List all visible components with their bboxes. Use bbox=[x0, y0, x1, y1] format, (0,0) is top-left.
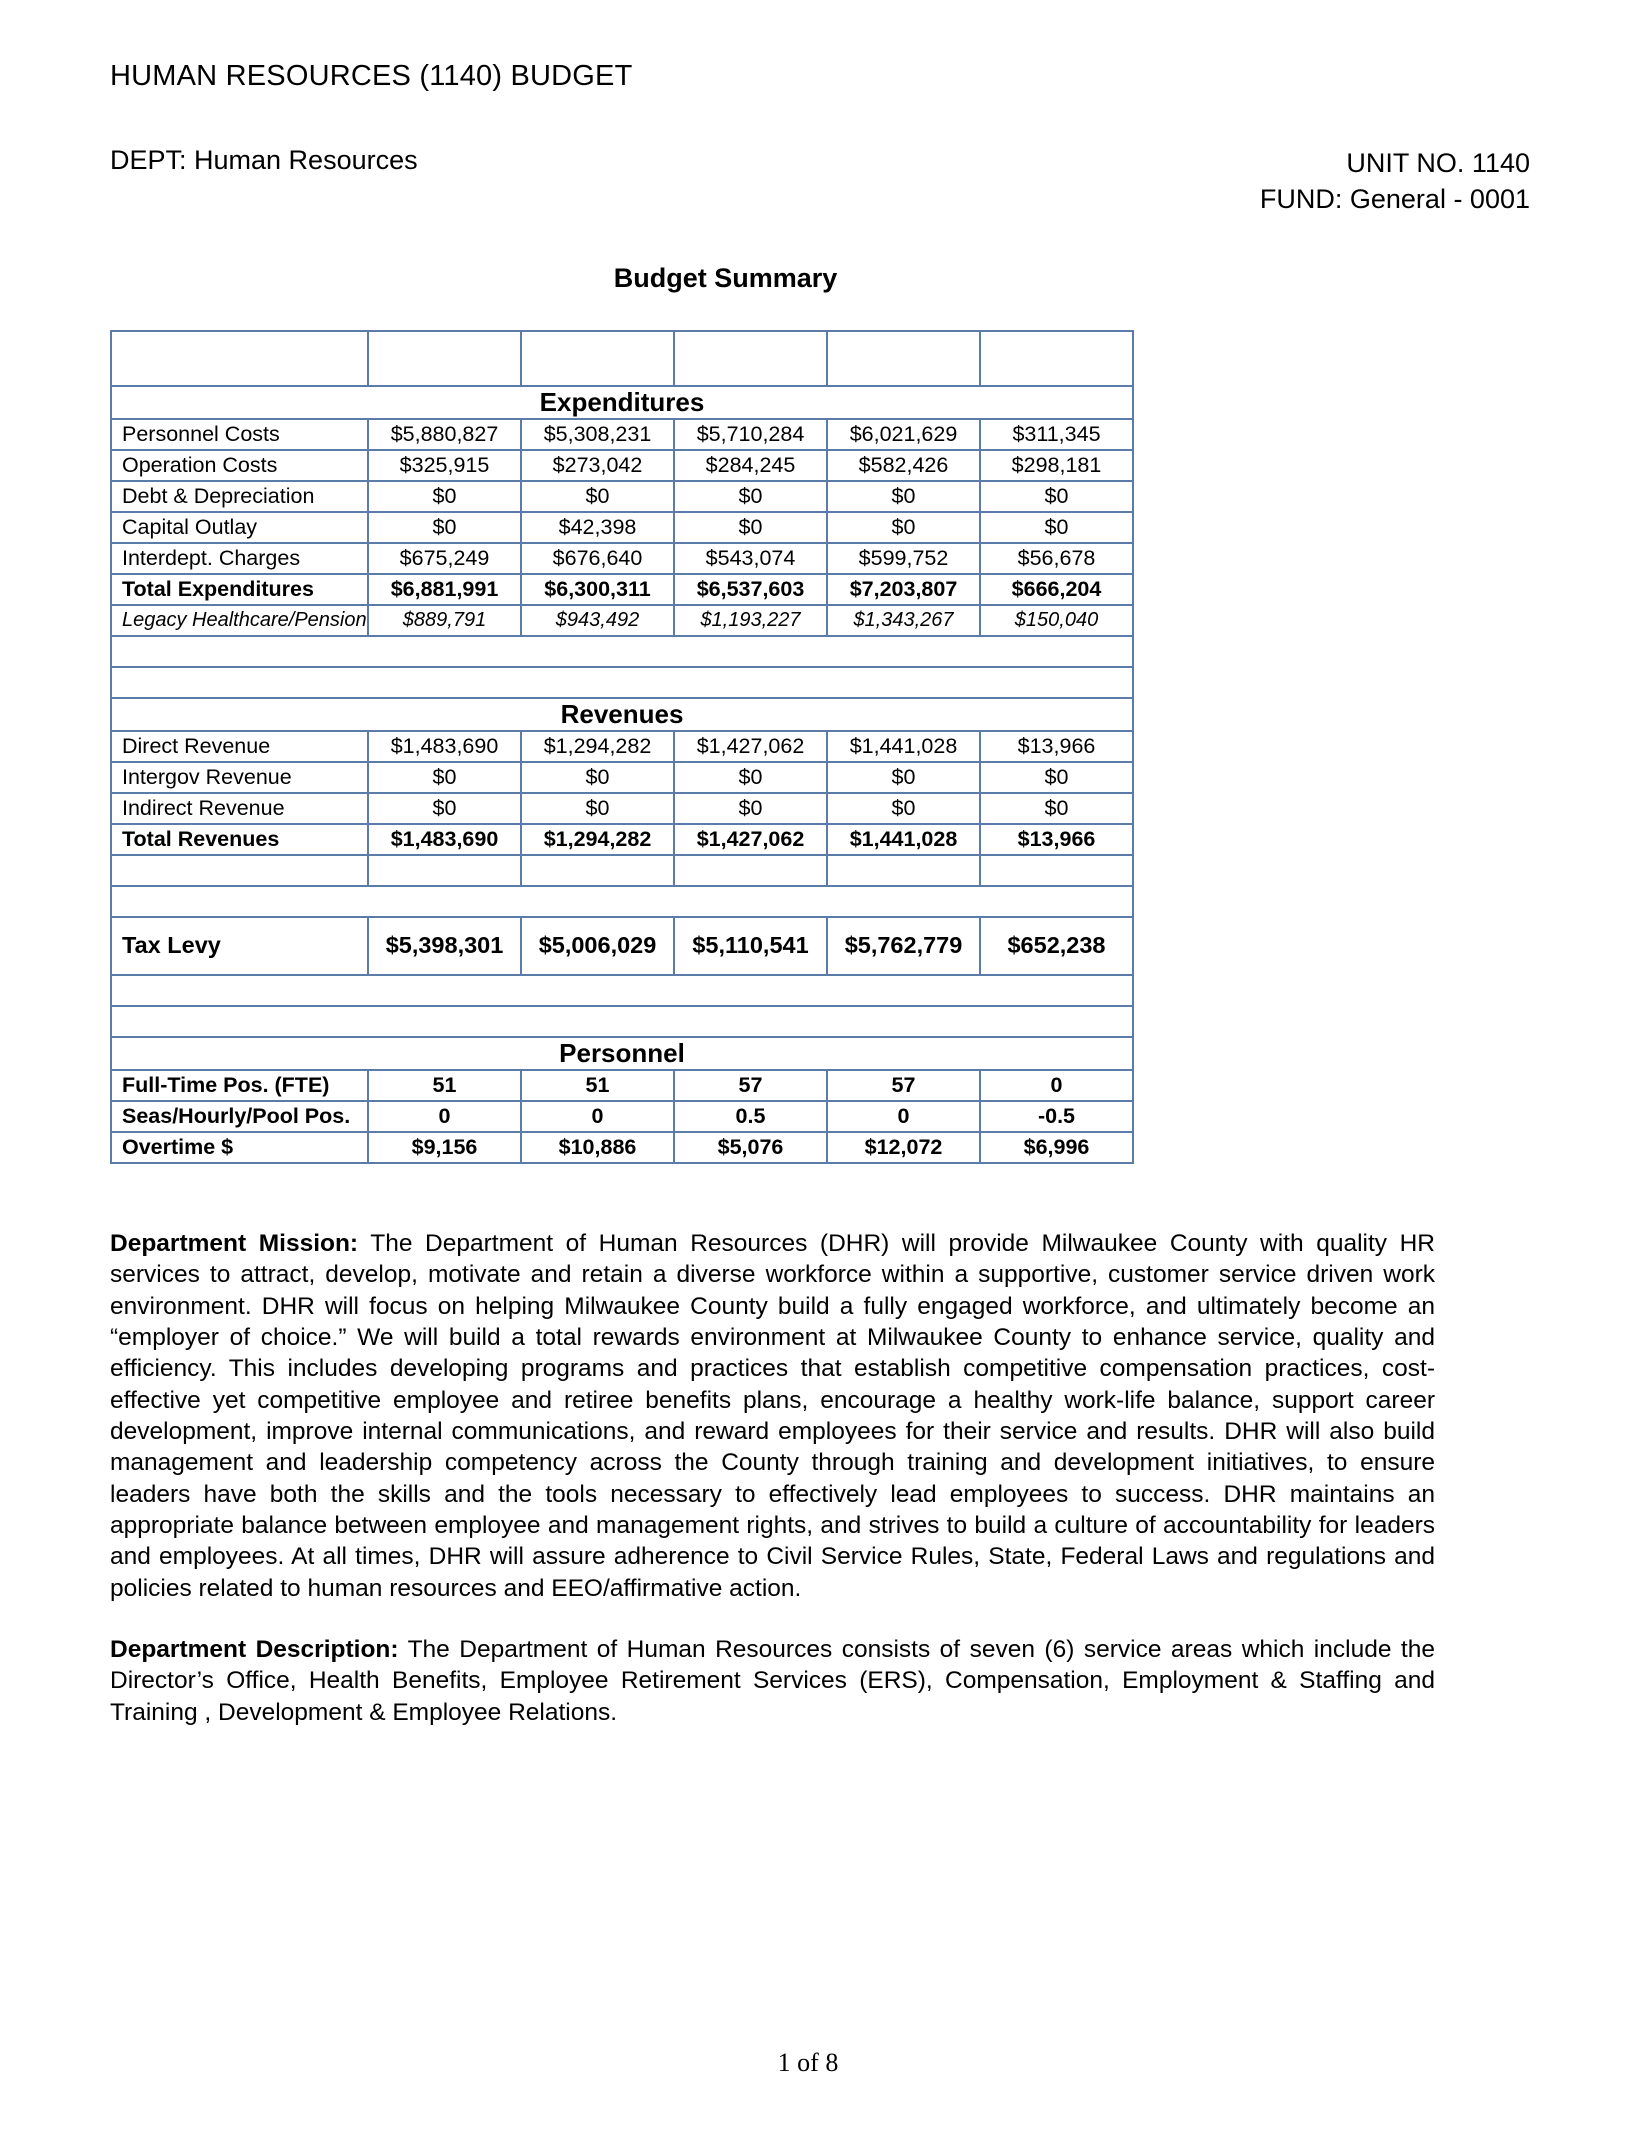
section-header-expenditures bbox=[111, 386, 1133, 419]
row-value: $42,398 bbox=[521, 512, 674, 543]
row-value: $0 bbox=[674, 481, 827, 512]
department-description-paragraph bbox=[110, 1634, 1435, 1728]
row-value: $0 bbox=[827, 481, 980, 512]
row-value: $0 bbox=[980, 512, 1133, 543]
row-label: Total Expenditures bbox=[111, 574, 368, 605]
row-label: Intergov Revenue bbox=[111, 762, 368, 793]
row-label: Seas/Hourly/Pool Pos. bbox=[111, 1101, 368, 1132]
row-value: $5,398,301 bbox=[368, 917, 521, 975]
row-value: $0 bbox=[368, 512, 521, 543]
section-divider-band bbox=[111, 975, 1133, 1006]
row-value: $9,156 bbox=[368, 1132, 521, 1163]
row-value: $1,441,028 bbox=[827, 824, 980, 855]
section-divider-band bbox=[111, 855, 1133, 886]
unit-fund-block bbox=[1260, 145, 1536, 217]
row-value: $0 bbox=[368, 762, 521, 793]
row-value: $0 bbox=[521, 481, 674, 512]
row-value: $12,072 bbox=[827, 1132, 980, 1163]
row-value: $13,966 bbox=[980, 731, 1133, 762]
row-value: $6,996 bbox=[980, 1132, 1133, 1163]
row-value: $0 bbox=[980, 762, 1133, 793]
row-value: $0 bbox=[674, 512, 827, 543]
column-header-variance bbox=[980, 331, 1133, 385]
column-header-2013-actual: 2013 Actual bbox=[521, 331, 674, 385]
department-mission-paragraph bbox=[110, 1228, 1435, 1604]
variance-line-2: Variance bbox=[1014, 359, 1099, 384]
row-value: $6,021,629 bbox=[827, 419, 980, 450]
row-value: $0 bbox=[827, 762, 980, 793]
row-value: $1,441,028 bbox=[827, 731, 980, 762]
row-value: 0.5 bbox=[674, 1101, 827, 1132]
section-title: Personnel bbox=[111, 1037, 1133, 1070]
row-value: $0 bbox=[521, 762, 674, 793]
row-value: $5,762,779 bbox=[827, 917, 980, 975]
row-value: $284,245 bbox=[674, 450, 827, 481]
column-header-2013-budget: 2013 Budget bbox=[368, 331, 521, 385]
department-label: DEPT: Human Resources bbox=[110, 145, 418, 175]
row-value: $10,886 bbox=[521, 1132, 674, 1163]
table-header-row bbox=[111, 331, 1133, 385]
row-value: $1,427,062 bbox=[674, 824, 827, 855]
row-value: 57 bbox=[827, 1070, 980, 1101]
row-value: $1,294,282 bbox=[521, 731, 674, 762]
row-value: 0 bbox=[980, 1070, 1133, 1101]
body-content bbox=[110, 1228, 1435, 1728]
row-value: 51 bbox=[521, 1070, 674, 1101]
row-value: $652,238 bbox=[980, 917, 1133, 975]
row-value: $311,345 bbox=[980, 419, 1133, 450]
row-value: $0 bbox=[674, 793, 827, 824]
column-header-2015-budget: 2015 Budget bbox=[827, 331, 980, 385]
table-row bbox=[111, 419, 1133, 450]
table-row-legacy bbox=[111, 605, 1133, 636]
row-value: $325,915 bbox=[368, 450, 521, 481]
row-value: $5,710,284 bbox=[674, 419, 827, 450]
row-label: Full-Time Pos. (FTE) bbox=[111, 1070, 368, 1101]
row-value: $889,791 bbox=[368, 605, 521, 636]
row-value: $5,308,231 bbox=[521, 419, 674, 450]
row-label: Debt & Depreciation bbox=[111, 481, 368, 512]
row-value: $6,537,603 bbox=[674, 574, 827, 605]
row-spacer bbox=[111, 1006, 1133, 1037]
variance-line-1: 2015/2014 bbox=[1005, 333, 1108, 358]
row-value: $298,181 bbox=[980, 450, 1133, 481]
table-row-total bbox=[111, 574, 1133, 605]
row-value: $6,881,991 bbox=[368, 574, 521, 605]
row-value: $273,042 bbox=[521, 450, 674, 481]
row-value: $0 bbox=[368, 793, 521, 824]
row-value: 51 bbox=[368, 1070, 521, 1101]
row-label: Legacy Healthcare/Pension bbox=[111, 605, 368, 636]
department-description-text: The Department of Human Resources consists of seven (6) service areas which include the Director’s Office, Health Benefits, Employee Retirement Services (ERS), Compensation, Employment & Staffing and Training , Development & Employee Relations. bbox=[110, 1636, 1435, 1726]
table-row bbox=[111, 1070, 1133, 1101]
row-label: Operation Costs bbox=[111, 450, 368, 481]
row-value: $0 bbox=[827, 793, 980, 824]
row-value: 57 bbox=[674, 1070, 827, 1101]
row-value: $943,492 bbox=[521, 605, 674, 636]
row-label: Tax Levy bbox=[111, 917, 368, 975]
section-divider-band bbox=[111, 636, 1133, 667]
row-value: $666,204 bbox=[980, 574, 1133, 605]
row-value: $5,110,541 bbox=[674, 917, 827, 975]
row-value: 0 bbox=[827, 1101, 980, 1132]
row-value: $150,040 bbox=[980, 605, 1133, 636]
row-value: $0 bbox=[980, 793, 1133, 824]
row-value: $1,193,227 bbox=[674, 605, 827, 636]
row-value: $0 bbox=[674, 762, 827, 793]
row-value: $582,426 bbox=[827, 450, 980, 481]
page-title: HUMAN RESOURCES (1140) BUDGET bbox=[110, 60, 633, 92]
fund-number: FUND: General - 0001 bbox=[1259, 184, 1530, 215]
department-mission-text: The Department of Human Resources (DHR) will provide Milwaukee County with quality HR services to attract, develop, motivate and retain a diverse workforce within a supportive, customer service driven work environment. DHR will focus on helping Milwaukee County build a fully engaged workforce, and ultimately become an “employer of choice.” We will build a total rewards environment at Milwaukee County to enhance service, quality and efficiency. This includes developing programs and practices that establish competitive compensation practices, cost-effective yet competitive employee and retiree benefits plans, encourage a healthy work-life balance, support career development, improve internal communications, and reward employees for their service and results. DHR will also build management and leadership competency across the County through training and development initiatives, to ensure leaders have both the skills and the tools necessary to effectively lead employees to success. DHR maintains an appropriate balance between employee and management rights, and strives to build a culture of accountability for leaders and employees. At all times, DHR will assure adherence to Civil Service Rules, State, Federal Laws and regulations and policies related to human resources and EEO/affirmative action. bbox=[110, 1229, 1435, 1602]
table-row bbox=[111, 1101, 1133, 1132]
section-header-personnel bbox=[111, 1037, 1133, 1070]
row-value: $5,006,029 bbox=[521, 917, 674, 975]
row-value: $5,076 bbox=[674, 1132, 827, 1163]
row-value: 0 bbox=[368, 1101, 521, 1132]
department-header bbox=[110, 145, 1536, 217]
row-value: $56,678 bbox=[980, 543, 1133, 574]
table-row bbox=[111, 481, 1133, 512]
row-label: Direct Revenue bbox=[111, 731, 368, 762]
row-label: Overtime $ bbox=[111, 1132, 368, 1163]
column-header-2014-budget: 2014 Budget bbox=[674, 331, 827, 385]
row-value: $1,343,267 bbox=[827, 605, 980, 636]
row-spacer bbox=[111, 667, 1133, 698]
row-label: Capital Outlay bbox=[111, 512, 368, 543]
table-row bbox=[111, 793, 1133, 824]
row-value: 0 bbox=[521, 1101, 674, 1132]
unit-number: UNIT NO. 1140 bbox=[1346, 148, 1530, 178]
row-label: Indirect Revenue bbox=[111, 793, 368, 824]
row-value: $6,300,311 bbox=[521, 574, 674, 605]
table-row bbox=[111, 731, 1133, 762]
table-row bbox=[111, 543, 1133, 574]
column-header-category: Category bbox=[111, 331, 368, 385]
row-value: $0 bbox=[827, 512, 980, 543]
row-value: $1,294,282 bbox=[521, 824, 674, 855]
table-row bbox=[111, 762, 1133, 793]
budget-summary-table bbox=[110, 330, 1134, 1163]
row-value: $0 bbox=[368, 481, 521, 512]
row-value: -0.5 bbox=[980, 1101, 1133, 1132]
section-title: Expenditures bbox=[111, 386, 1133, 419]
row-value: $0 bbox=[980, 481, 1133, 512]
row-label: Personnel Costs bbox=[111, 419, 368, 450]
table-row-tax-levy bbox=[111, 917, 1133, 975]
row-value: $5,880,827 bbox=[368, 419, 521, 450]
row-value: $599,752 bbox=[827, 543, 980, 574]
row-value: $675,249 bbox=[368, 543, 521, 574]
row-label: Interdept. Charges bbox=[111, 543, 368, 574]
table-row bbox=[111, 450, 1133, 481]
row-value: $676,640 bbox=[521, 543, 674, 574]
row-label: Total Revenues bbox=[111, 824, 368, 855]
section-title: Revenues bbox=[111, 698, 1133, 731]
table-row bbox=[111, 512, 1133, 543]
row-value: $1,427,062 bbox=[674, 731, 827, 762]
row-value: $1,483,690 bbox=[368, 731, 521, 762]
row-value: $1,483,690 bbox=[368, 824, 521, 855]
table-row bbox=[111, 1132, 1133, 1163]
row-value: $543,074 bbox=[674, 543, 827, 574]
row-value: $0 bbox=[521, 793, 674, 824]
row-spacer bbox=[111, 886, 1133, 917]
section-header-revenues bbox=[111, 698, 1133, 731]
page-footer: 1 of 8 bbox=[777, 2048, 839, 2077]
row-value: $13,966 bbox=[980, 824, 1133, 855]
row-value: $7,203,807 bbox=[827, 574, 980, 605]
department-mission-label: Department Mission: bbox=[110, 1229, 359, 1257]
table-row-total bbox=[111, 824, 1133, 855]
department-description-label: Department Description: bbox=[110, 1636, 399, 1664]
budget-summary-heading: Budget Summary bbox=[613, 263, 838, 294]
